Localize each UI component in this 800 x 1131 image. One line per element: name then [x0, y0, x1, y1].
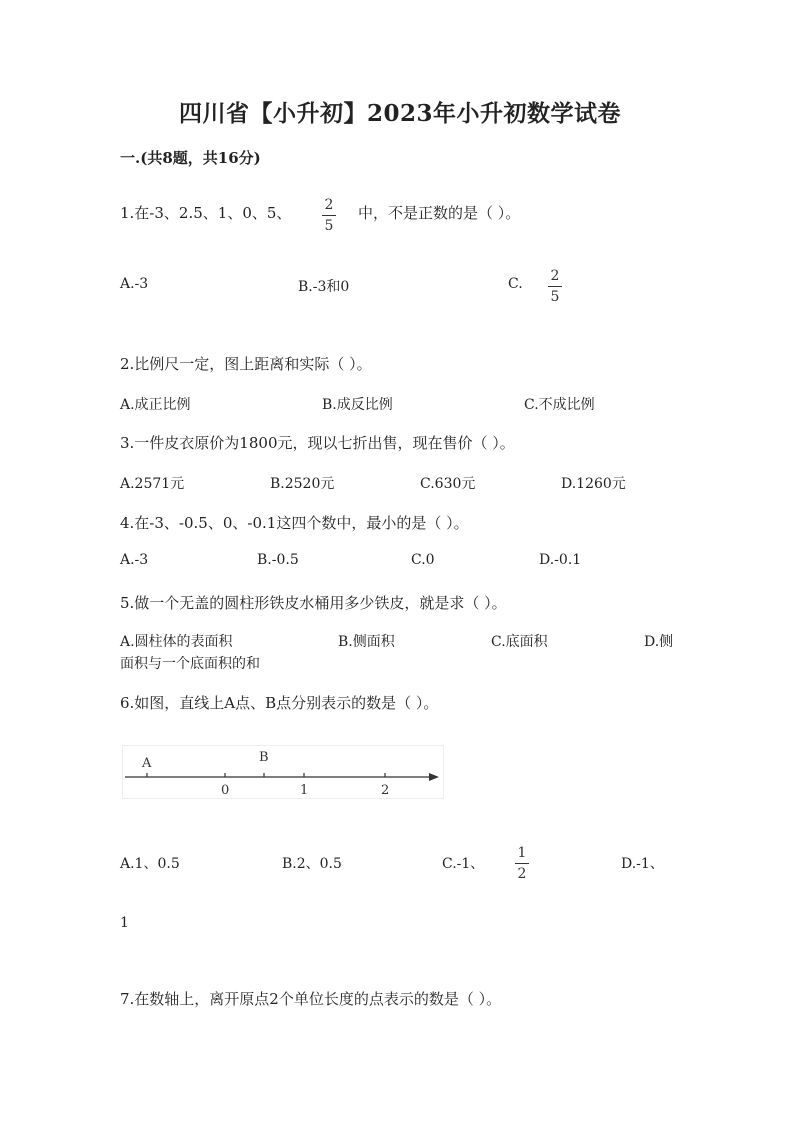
- question-2-option-b[interactable]: B.成反比例: [322, 397, 393, 413]
- question-4-option-b[interactable]: B.-0.5: [257, 552, 299, 568]
- fraction-denominator: 5: [324, 218, 334, 234]
- question-1-option-c-fraction: [548, 268, 562, 305]
- fraction-numerator: 2: [550, 268, 560, 284]
- question-1-text-after: 中，不是正数的是（ ）。: [358, 204, 521, 222]
- fraction-denominator: 5: [550, 289, 560, 305]
- question-5-option-d-continued: 面积与一个底面积的和: [120, 656, 260, 672]
- question-5-option-a[interactable]: A.圆柱体的表面积: [120, 634, 233, 650]
- question-6-text: 6.如图，直线上A点、B点分别表示的数是（ ）。: [120, 694, 439, 712]
- question-5-text: 5.做一个无盖的圆柱形铁皮水桶用多少铁皮，就是求（ ）。: [120, 594, 507, 612]
- question-4-option-a[interactable]: A.-3: [120, 552, 149, 568]
- question-6-option-c[interactable]: C.-1、: [442, 856, 485, 872]
- fraction-bar: [322, 215, 336, 216]
- point-b-label: B: [259, 750, 269, 765]
- tick-0-label: 0: [221, 783, 230, 798]
- question-5-option-d[interactable]: D.侧: [644, 634, 674, 650]
- number-line-svg: [123, 746, 443, 798]
- question-6-option-b[interactable]: B.2、0.5: [282, 856, 342, 872]
- question-4-text: 4.在-3、-0.5、0、-0.1这四个数中，最小的是（ ）。: [120, 514, 469, 532]
- tick-2-label: 2: [381, 783, 390, 798]
- question-4-option-c[interactable]: C.0: [411, 552, 435, 568]
- page-title: 四川省【小升初】2023年小升初数学试卷: [178, 100, 621, 127]
- question-1-option-b[interactable]: B.-3和0: [298, 279, 350, 295]
- fraction-bar: [515, 863, 529, 864]
- question-1-fraction: [322, 197, 336, 234]
- number-line-arrow: [429, 773, 439, 781]
- point-a-label: A: [142, 756, 152, 771]
- question-3-option-a[interactable]: A.2571元: [120, 476, 185, 492]
- question-6-option-c-fraction: [515, 845, 529, 882]
- fraction-denominator: 2: [517, 866, 527, 882]
- fraction-numerator: 1: [517, 845, 527, 861]
- question-5-option-b[interactable]: B.侧面积: [338, 634, 395, 650]
- question-5-option-c[interactable]: C.底面积: [491, 634, 548, 650]
- question-3-option-d[interactable]: D.1260元: [561, 476, 626, 492]
- question-6-option-a[interactable]: A.1、0.5: [120, 856, 180, 872]
- question-2-option-a[interactable]: A.成正比例: [120, 397, 191, 413]
- question-6-option-d[interactable]: D.-1、: [621, 856, 664, 872]
- question-3-option-b[interactable]: B.2520元: [270, 476, 335, 492]
- question-7-text: 7.在数轴上，离开原点2个单位长度的点表示的数是（ ）。: [120, 990, 502, 1008]
- section-heading: 一.(共8题，共16分): [120, 149, 261, 167]
- number-line-figure: [122, 745, 444, 799]
- question-6-option-d-continued: 1: [120, 915, 129, 931]
- question-2-text: 2.比例尺一定，图上距离和实际（ ）。: [120, 355, 372, 373]
- fraction-numerator: 2: [324, 197, 334, 213]
- question-1-text-before: 1.在-3、2.5、1、0、5、: [120, 204, 292, 222]
- fraction-bar: [548, 286, 562, 287]
- question-4-option-d[interactable]: D.-0.1: [539, 552, 582, 568]
- question-3-text: 3.一件皮衣原价为1800元，现以七折出售，现在售价（ ）。: [120, 434, 515, 452]
- question-1-option-c[interactable]: C.: [508, 276, 523, 292]
- tick-1-label: 1: [300, 783, 309, 798]
- question-3-option-c[interactable]: C.630元: [420, 476, 476, 492]
- question-1-option-a[interactable]: A.-3: [120, 276, 149, 292]
- question-2-option-c[interactable]: C.不成比例: [524, 397, 595, 413]
